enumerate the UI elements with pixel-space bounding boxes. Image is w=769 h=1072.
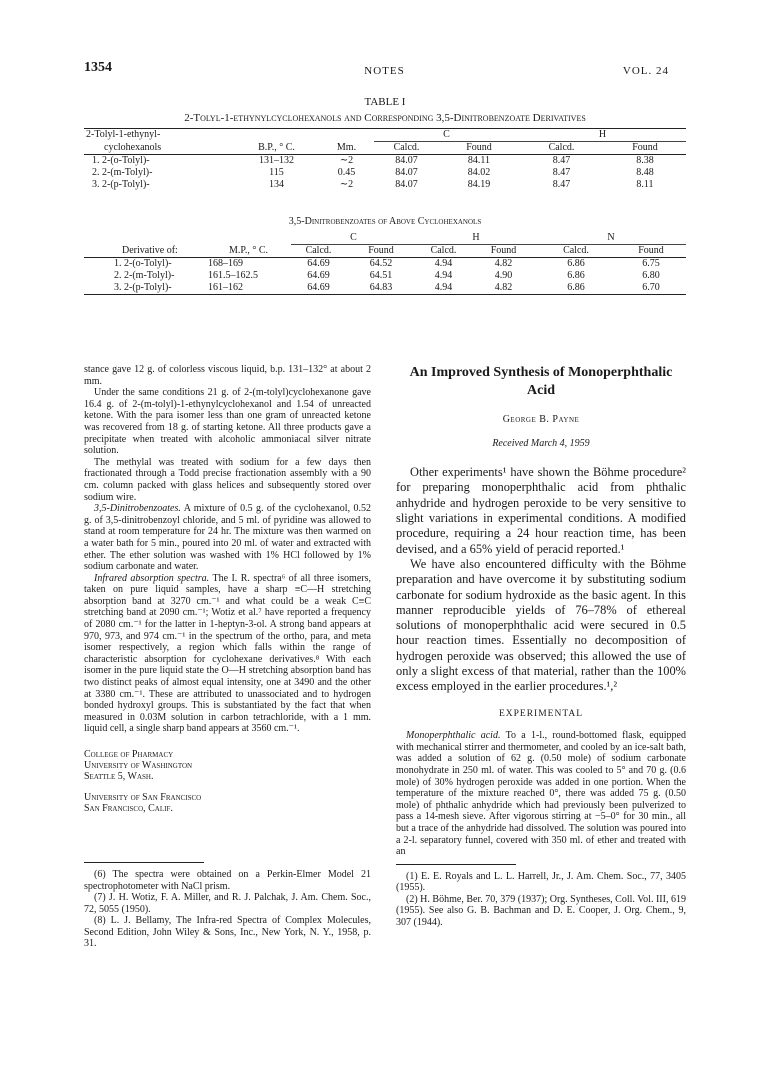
cell-c-found: 84.11 bbox=[467, 155, 491, 166]
right-column bbox=[396, 364, 686, 928]
cell-h-calc: 4.94 bbox=[434, 258, 453, 269]
run-in-heading: Monoperphthalic acid. bbox=[406, 730, 501, 742]
table-subtitle: 3,5-Dinitrobenzoates of Above Cyclohexanols bbox=[288, 216, 482, 227]
cell-c-found: 64.83 bbox=[369, 282, 393, 293]
col-head-compound-2: cyclohexanols bbox=[104, 141, 162, 153]
paragraph-text: A mixture of 0.5 g. of the cyclohexanol, 0.52 g. of 3,5-dinitrobenzoyl chloride, and 5 ml. of pyridine was allowed to stand at room temperature for 24 hr. The mixture was then warmed on a water bath for 5 min., poured into 20 ml. of water and extracted with ether. The ether solution was washed with 1% HCl followed by 1% sodium carbonate and water. bbox=[84, 503, 371, 573]
cell-bp: 115 bbox=[269, 167, 284, 178]
table-row bbox=[84, 282, 686, 295]
paragraph bbox=[84, 573, 371, 735]
cell-c-calc: 84.07 bbox=[395, 179, 418, 190]
cell-c-found: 84.02 bbox=[467, 167, 491, 178]
affiliation-line: San Francisco, Calif. bbox=[84, 803, 173, 814]
run-in-heading: 3,5-Dinitrobenzoates. bbox=[94, 503, 181, 515]
cell-n-calc: 6.86 bbox=[567, 270, 585, 281]
paragraph: stance gave 12 g. of colorless viscous liquid, b.p. 131–132° at about 2 mm. bbox=[84, 364, 371, 387]
cell-h-calc: 4.94 bbox=[434, 270, 453, 281]
table-row bbox=[84, 167, 686, 179]
paragraph-text: The I. R. spectra⁶ of all three isomers, taken on pure liquid samples, have a sharp ≡C—H stretching absorption band at 3270 cm.⁻¹ and what could be a weak C≡C stretching band at 2090 cm.⁻¹; Wotiz et al.⁷ have reported a frequency of 2080 cm.⁻¹ for the latter in 1-heptyn-3-ol. A strong band appears at 970, 973, and 974 cm.⁻¹ in the spectrum of the ortho, para, and meta isomer respectively, a region which falls within the range of characteristic absorption for cyclohexane derivatives.⁸ With each isomer in the pure liquid state the O—H stretching absorption band has two distinct peaks of almost equal intensity, one at 3490 and the other at 3380 cm.⁻¹. These are attributed to unassociated and to hydrogen bonded hydroxyl groups. This is substantiated by the fact that when measured in 0.03M solution in carbon tetrachloride, with a 1 mm. liquid cell, a single sharp band appears at 3560 cm.⁻¹. bbox=[84, 572, 371, 735]
col-head-h-calcd: Calcd. bbox=[548, 142, 575, 153]
cell-mp: 161–162 bbox=[208, 282, 243, 293]
col-head-mm: Mm. bbox=[336, 141, 357, 153]
cell-n-calc: 6.86 bbox=[567, 282, 585, 293]
cell-n-calc: 6.86 bbox=[567, 258, 585, 269]
footnote: (7) J. H. Wotiz, F. A. Miller, and R. J. Palchak, J. Am. Chem. Soc., 72, 5055 (1950). bbox=[84, 892, 371, 915]
affiliation-line: College of Pharmacy bbox=[84, 749, 174, 760]
left-column bbox=[84, 364, 371, 950]
cell-c-found: 84.19 bbox=[467, 179, 491, 190]
cell-h-found: 4.82 bbox=[494, 282, 513, 293]
col-head-c-found: Found bbox=[466, 142, 492, 153]
table-title: 2-Tolyl-1-ethynylcyclohexanols and Corresponding 3,5-Dinitrobenzoate Derivatives bbox=[184, 112, 586, 124]
col-head-hydrogen: H bbox=[519, 129, 686, 142]
cell-name: 1. 2-(o-Tolyl)- bbox=[114, 258, 172, 269]
cell-mm: 0.45 bbox=[337, 167, 356, 178]
table-row bbox=[84, 179, 686, 191]
footnote-rule bbox=[84, 862, 204, 863]
cell-name: 2. 2-(m-Tolyl)- bbox=[92, 167, 153, 178]
col-head-c-calcd: Calcd. bbox=[393, 142, 420, 153]
run-in-heading: Infrared absorption spectra. bbox=[94, 572, 210, 584]
paragraph: Under the same conditions 21 g. of 2-(m-tolyl)cyclohexanone gave 16.4 g. of 2-(m-tolyl)-1-ethynylcyclohexanol and 1.54 of unreacted ketone. With the para isomer less than one gram of unreacted ketone was recovered from 18 g. of starting ketone. All three products gave a precipitate when treated with alcoholic ammoniacal silver nitrate solution. bbox=[84, 387, 371, 457]
col-head-nitrogen: N bbox=[536, 232, 686, 245]
cell-c-calc: 64.69 bbox=[307, 258, 330, 269]
received-date: Received March 4, 1959 bbox=[492, 437, 590, 449]
table-label: TABLE I bbox=[364, 96, 406, 108]
affiliation-1 bbox=[84, 749, 371, 782]
affiliation-line: Seattle 5, Wash. bbox=[84, 771, 154, 782]
affiliation-2 bbox=[84, 792, 371, 814]
col-head-n-found: Found bbox=[638, 245, 664, 256]
article-author: George B. Payne bbox=[502, 414, 580, 425]
cell-n-found: 6.75 bbox=[642, 258, 660, 269]
footnotes bbox=[84, 869, 371, 950]
cell-bp: 131–132 bbox=[259, 155, 294, 166]
col-head-bp: B.P., ° C. bbox=[258, 141, 295, 153]
col-head-hydrogen-2: H bbox=[416, 232, 536, 245]
cell-n-found: 6.80 bbox=[642, 270, 660, 281]
table-cyclohexanols bbox=[84, 128, 686, 191]
cell-mp: 168–169 bbox=[208, 258, 243, 269]
cell-h-found: 8.11 bbox=[636, 179, 654, 190]
table-row bbox=[84, 258, 686, 271]
article-body bbox=[396, 465, 686, 694]
section-heading-experimental: EXPERIMENTAL bbox=[498, 708, 584, 719]
footnote: (1) E. E. Royals and L. L. Harrell, Jr., J. Am. Chem. Soc., 77, 3405 (1955). bbox=[396, 870, 686, 894]
cell-h-found: 4.82 bbox=[494, 258, 513, 269]
cell-name: 3. 2-(p-Tolyl)- bbox=[92, 179, 150, 190]
cell-h-calc: 4.94 bbox=[434, 282, 453, 293]
col-head-compound: 2-Tolyl-1-ethynyl- bbox=[86, 129, 161, 141]
col-head-c-calcd: Calcd. bbox=[305, 245, 332, 256]
paragraph bbox=[84, 503, 371, 573]
table-dinitrobenzoates bbox=[84, 232, 686, 295]
cell-mm: ∼2 bbox=[339, 155, 354, 166]
col-head-c-found: Found bbox=[368, 245, 394, 256]
paragraph bbox=[396, 730, 686, 858]
cell-h-found: 4.90 bbox=[494, 270, 513, 281]
col-head-h-calcd: Calcd. bbox=[430, 245, 457, 256]
footnote: (2) H. Böhme, Ber. 70, 379 (1937); Org. Syntheses, Coll. Vol. III, 619 (1955). See also G. B. Bachman and D. E. Cooper, J. Org. Chem., 9, 307 (1944). bbox=[396, 893, 686, 928]
paragraph: The methylal was treated with sodium for a few days then fractionated through a Todd precise fractionation assembly with a 90 cm. column packed with glass helices and subsequently stored over sodium wire. bbox=[84, 456, 371, 503]
cell-c-calc: 64.69 bbox=[307, 282, 330, 293]
cell-mp: 161.5–162.5 bbox=[208, 270, 258, 281]
table-row bbox=[84, 155, 686, 168]
footnote: (6) The spectra were obtained on a Perkin-Elmer Model 21 spectrophotometer with NaCl prism. bbox=[84, 869, 371, 892]
col-head-derivative: Derivative of: bbox=[122, 244, 178, 256]
col-head-h-found: Found bbox=[632, 142, 658, 153]
footnotes bbox=[396, 871, 686, 929]
cell-name: 3. 2-(p-Tolyl)- bbox=[114, 282, 172, 293]
paragraph: We have also encountered difficulty with the Böhme preparation and have overcome it by substituting sodium carbonate for sodium hydroxide as the basic agent. In this manner reproducible yields of 76–78% of ethereal solutions of monoperphthalic acid were secured in 0.5 hour reaction times. Essentially no decomposition of hydrogen peroxide was observed; this allowed the use of only a slight excess of that material, rather than the 100% excess employed in the earlier procedures.¹,² bbox=[396, 556, 686, 694]
cell-name: 1. 2-(o-Tolyl)- bbox=[92, 155, 150, 166]
page-number: 1354 bbox=[84, 60, 112, 75]
cell-name: 2. 2-(m-Tolyl)- bbox=[114, 270, 175, 281]
col-head-carbon: C bbox=[374, 129, 519, 142]
cell-mm: ∼2 bbox=[339, 179, 354, 190]
affiliation-line: University of Washington bbox=[84, 760, 193, 771]
col-head-mp: M.P., ° C. bbox=[228, 244, 268, 256]
col-head-n-calcd: Calcd. bbox=[563, 245, 589, 256]
col-head-carbon-2: C bbox=[291, 232, 416, 245]
cell-c-calc: 84.07 bbox=[395, 155, 418, 166]
affiliation-line: University of San Francisco bbox=[84, 792, 202, 803]
cell-c-calc: 84.07 bbox=[395, 167, 418, 178]
cell-h-calc: 8.47 bbox=[552, 155, 571, 166]
paragraph: Other experiments¹ have shown the Böhme procedure² for preparing monoperphthalic acid from phthalic anhydride and hydrogen peroxide to be very sensitive to slight variations in experimental conditions. A modified procedure, requiring a 24 hour reaction time, has been devised, and a 65% yield of peracid reported.¹ bbox=[396, 465, 686, 556]
running-header-section: NOTES bbox=[364, 65, 405, 77]
footnote: (8) L. J. Bellamy, The Infra-red Spectra of Complex Molecules, Second Edition, John Wiley & Sons, Inc., New York, N. Y., 1958, p. 31. bbox=[84, 915, 371, 949]
article-title: An Improved Synthesis of Monoperphthalic Acid bbox=[409, 365, 673, 398]
running-header-volume: VOL. 24 bbox=[622, 65, 669, 77]
cell-h-found: 8.48 bbox=[636, 167, 654, 178]
cell-h-found: 8.38 bbox=[636, 155, 654, 166]
table-row bbox=[84, 270, 686, 282]
cell-c-found: 64.52 bbox=[369, 258, 393, 269]
cell-c-found: 64.51 bbox=[369, 270, 393, 281]
cell-h-calc: 8.47 bbox=[552, 167, 571, 178]
col-head-h-found: Found bbox=[490, 245, 517, 256]
cell-h-calc: 8.47 bbox=[552, 179, 571, 190]
footnote-rule bbox=[396, 864, 516, 865]
cell-bp: 134 bbox=[269, 179, 284, 190]
paragraph-text: To a 1-l., round-bottomed flask, equipped with mechanical stirrer and thermometer, and cooled by an ice-salt bath, was added a solution of 62 g. (0.50 mole) of sodium carbonate monohydrate in 250 ml. of water. This was cooled to 5° and 70 g. (0.6 mole) of 30% hydrogen peroxide was added in one portion. When the temperature of the mixture reached 0°, there was added 75 g. (0.50 mole) of phthalic anhydride which had previously been pulverized to pass a 14-mesh sieve. After vigorous stirring at −5–0° for 30 min., all but a trace of the anhydride had dissolved. The solution was poured into a 2-l. separatory funnel, covered with 350 ml. of ether and treated with an bbox=[396, 730, 686, 858]
cell-c-calc: 64.69 bbox=[307, 270, 330, 281]
cell-n-found: 6.70 bbox=[642, 282, 660, 293]
